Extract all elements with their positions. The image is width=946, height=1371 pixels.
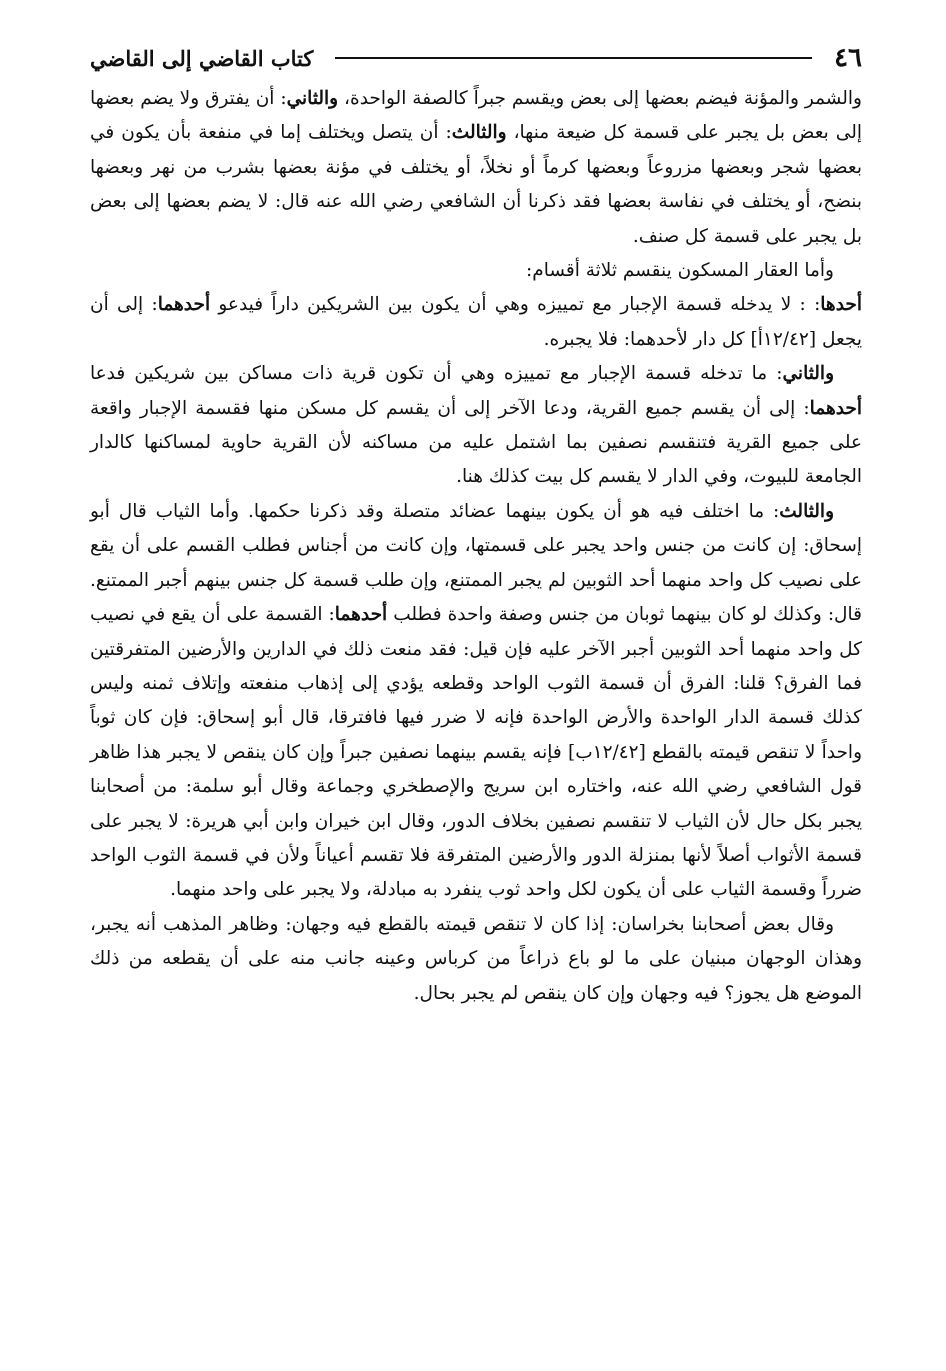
paragraph [90,254,862,288]
paragraph [90,495,862,908]
keyword: أحدها [820,294,862,316]
text-run: : إلى أن يجعل [١٢/٤٢أ] كل دار لأحدهما: فلا يجبره. [90,294,862,350]
header-rule [335,57,812,59]
text-run: والشمر والمؤنة فيضم بعضها إلى بعض ويقسم جبراً كالصفة الواحدة، [338,88,862,109]
paragraph [90,908,862,1011]
text-run: : : لا يدخله قسمة الإجبار مع تمييزه وهي أن يكون بين الشريكين داراً فيدعو [210,294,821,316]
page-number: ٤٦ [834,43,862,73]
paragraph [90,288,862,357]
page-header [90,38,862,78]
keyword: أحدهما [809,397,862,419]
text-run: وأما العقار المسكون ينقسم ثلاثة أقسام: [526,260,834,282]
keyword: والثاني [782,363,834,385]
text-run: : ما تدخله قسمة الإجبار مع تمييزه وهي أن تكون قرية ذات مساكن بين شريكين فدعا [90,363,783,385]
keyword: والثاني [286,88,339,109]
text-run: وقال بعض أصحابنا بخراسان: إذا كان لا تنقص قيمته بالقطع فيه وجهان: وظاهر المذهب أنه يجبر، وهذان الوجهان مبنيان على ما لو باع ذراعاً من كرباس وعينه جانب منه على أن يقطعه من ذلك الموضع هل يجوز؟ فيه وجهان وإن كان ينقص لم يجبر بحال. [90,913,862,1004]
text-run: : ما اختلف فيه هو أن يكون بينهما عضائد متصلة وقد ذكرنا حكمها. وأما الثياب قال أبو إسحاق: إن كانت من جنس واحد يجبر على قسمتها، وإن كانت من أجناس فطلب القسم على أن يقع على نصيب كل واحد منهما أحد الثوبين لم يجبر الممتنع، وإن طلب قسمة كل جنس بينهم أجبر الممتنع. قال: وكذلك لو كان بينهما ثوبان من جنس وصفة واحدة فطلب [90,500,862,626]
keyword: أحدهما [157,294,211,316]
paragraph [90,357,862,495]
keyword: أحدهما [334,604,388,626]
text-run: : القسمة على أن يقع في نصيب كل واحد منهما أحد الثوبين أجبر الآخر عليه فإن قيل: فقد منعت ذلك في الدارين والأرضين المتفرقتين فما الفرق؟ قلنا: الفرق أن قسمة الثوب الواحد وقطعه يؤدي إلى إذهاب منفعته وإتلاف ثمنه وليس كذلك قسمة الدار الواحدة والأرض الواحدة فإنه لا ضرر فيها فافترقا، قال أبو إسحاق: فإن كان ثوباً واحداً لا تنقص قيمته بالقطع [١٢/٤٢ب] فإنه يقسم بينهما نصفين جبراً وإن كان ينقص لا يجبر هذا ظاهر قول الشافعي رضي الله عنه، واختاره ابن سريج والإصطخري وجماعة وقال أبو سلمة: من أصحابنا يجبر بكل حال لأن الثياب لا تنقسم نصفين بخلاف الدور، وقال ابن خيران وابن أبي هريرة: لا يجبر على قسمة الأثواب أصلاً لأنها بمنزلة الدور والأرضين المتفرقة فلا تقسم أعياناً ولأن في قسمة الثوب الواحد ضرراً وقسمة الثياب على أن يكون لكل واحد ثوب ينفرد به مبادلة، ولا يجبر على واحد منهما. [90,604,862,901]
text-run: : أن يتصل ويختلف إما في منفعة بأن يكون في بعضها شجر وبعضها مزروعاً وبعضها كرماً أو نخلاً، أو يختلف في مؤنة بعضها بشرب من نهر وبعضها بنضح، أو يختلف في نفاسة بعضها فقد ذكرنا أن الشافعي رضي الله عنه قال: لا يضم بعضها إلى بعض بل يجبر على قسمة كل صنف. [90,122,862,247]
keyword: والثالث [779,500,834,522]
running-title: كتاب القاضي إلى القاضي [90,45,314,71]
body-text [90,82,862,1011]
text-run: : إلى أن يقسم جميع القرية، ودعا الآخر إلى أن يقسم كل مسكن منها فقسمة الإجبار واقعة على جميع القرية فتنقسم نصفين بما اشتمل عليه من مساكنه لأن القرية حاوية لمساكنها كالدار الجامعة للبيوت، وفي الدار لا يقسم كل بيت كذلك هنا. [90,397,862,488]
text-run: : أن يفترق ولا يضم بعضها إلى بعض بل يجبر على قسمة كل ضيعة منها، [90,88,862,144]
paragraph [90,82,862,254]
keyword: والثالث [451,122,507,144]
